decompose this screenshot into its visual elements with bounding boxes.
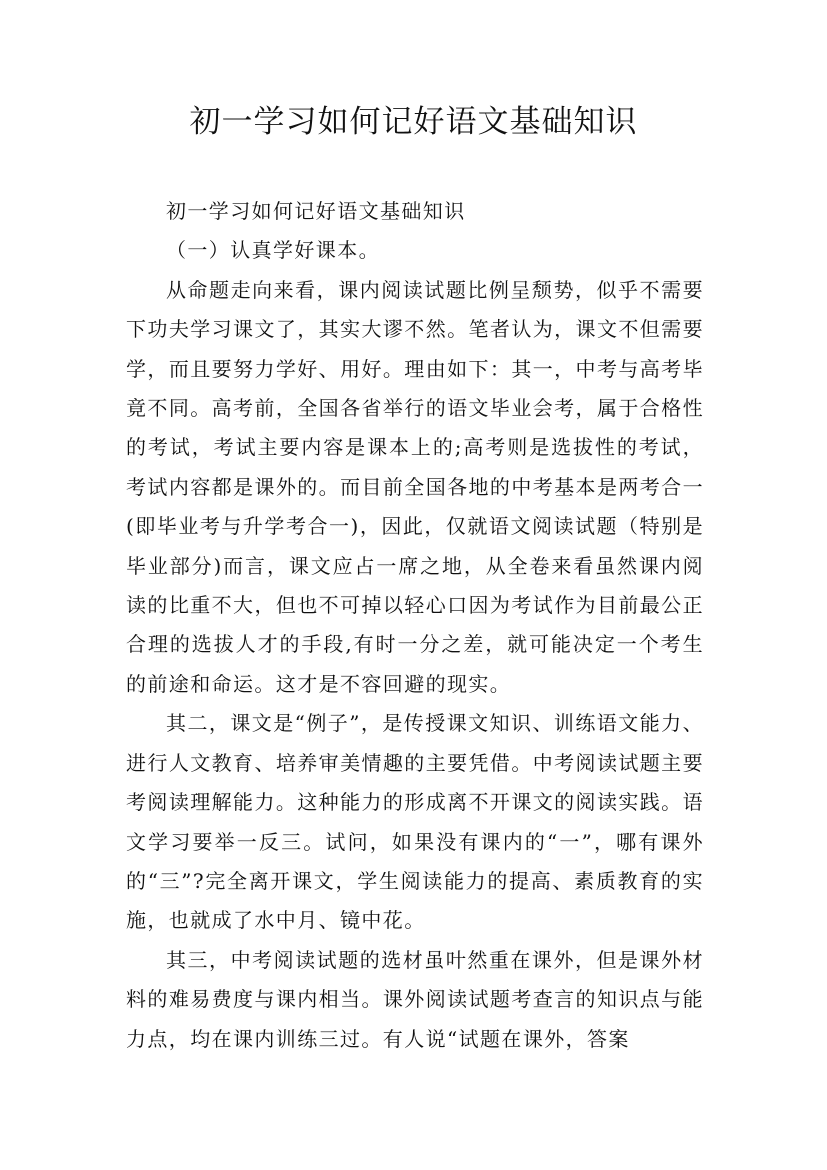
paragraph-3: 其三，中考阅读试题的选材虽叶然重在课外，但是课外材料的难易费度与课内相当。课外阅读试题考查言的知识点与能力点，均在课内训练三过。有人说“试题在课外，答案 [126,947,704,1051]
paragraph-2: 其二，课文是“例子”，是传授课文知识、训练语文能力、进行人文教育、培养审美情趣的主要凭借。中考阅读试题主要考阅读理解能力。这种能力的形成离不开课文的阅读实践。语文学习要举一反三。试问，如果没有课内的“一”，哪有课外的“三”?完全离开课文，学生阅读能力的提高、素质教育的实施，也就成了水中月、镜中花。 [126,711,704,933]
paragraph-subtitle: 初一学习如何记好语文基础知识 [166,199,466,223]
paragraph-1: 从命题走向来看，课内阅读试题比例呈颓势，似乎不需要下功夫学习课文了，其实大谬不然。笔者认为，课文不但需要学，而且要努力学好、用好。理由如下：其一，中考与高考毕竟不同。高考前，全国各省举行的语文毕业会考，属于合格性的考试，考试主要内容是课本上的;高考则是选拔性的考试，考试内容都是课外的。而目前全国各地的中考基本是两考合一(即毕业考与升学考合一)，因此，仅就语文阅读试题（特别是毕业部分)而言，课文应占一席之地，从全卷来看虽然课内阅读的比重不大，但也不可掉以轻心口因为考试作为目前最公正合理的选拔人才的手段,有时一分之差，就可能决定一个考生的前途和命运。这才是不容回避的现实。 [126,277,704,696]
document-body [126,192,704,1059]
document-title: 初一学习如何记好语文基础知识 [189,104,638,140]
paragraph-section-heading: （一）认真学好课本。 [166,238,380,263]
